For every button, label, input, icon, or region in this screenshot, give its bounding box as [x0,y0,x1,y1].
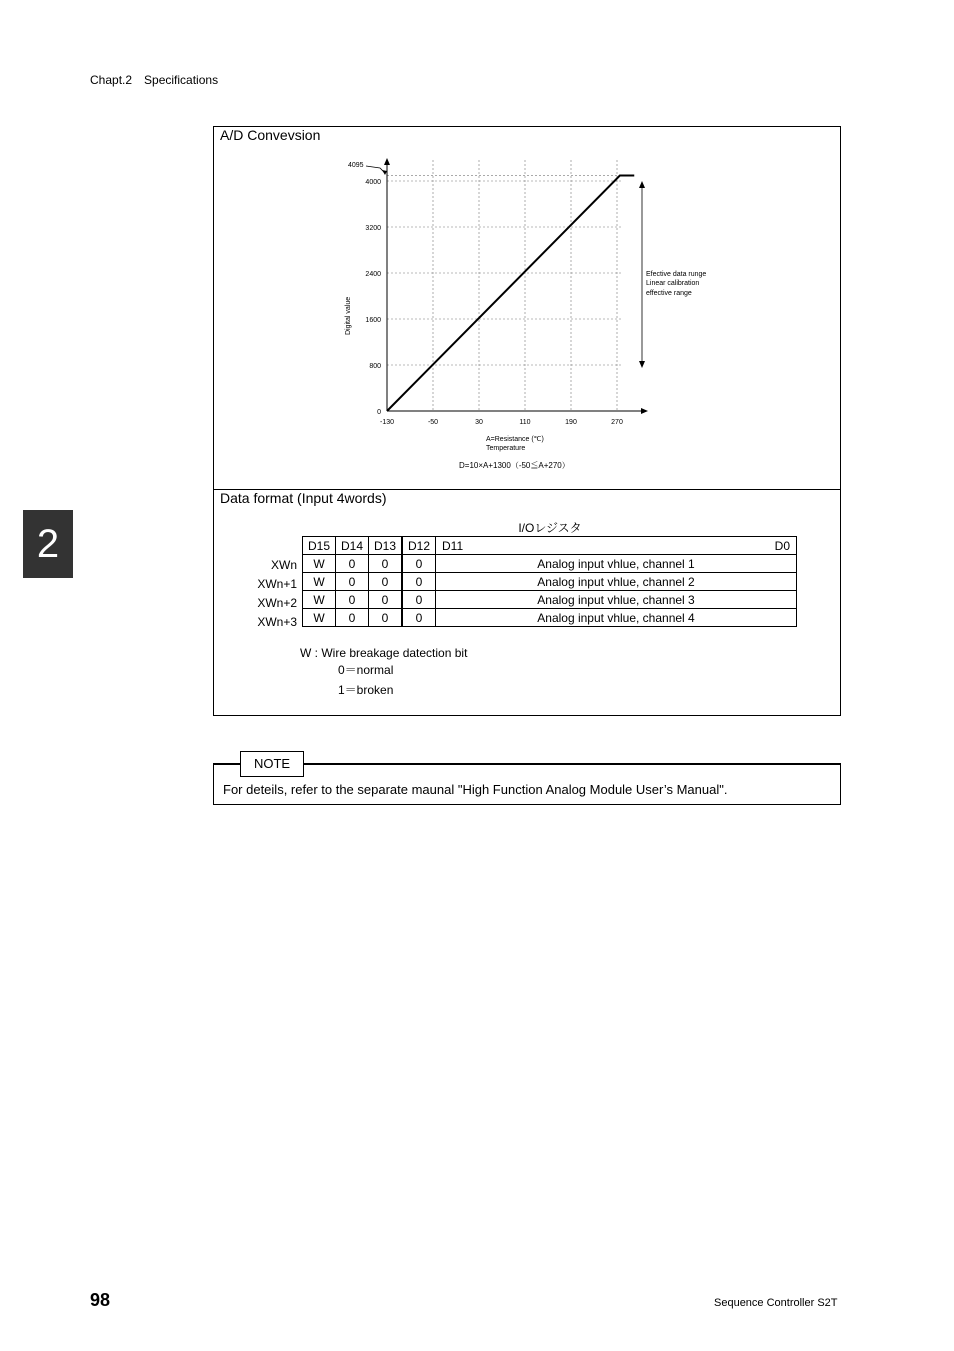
series-line [387,176,634,411]
data-format-table [302,536,797,627]
page-header: Chapt.2 Specifications [90,73,219,87]
cell: 0 [369,591,403,609]
y-tick-label: 4000 [365,179,381,186]
value-cell: Analog input vhlue, channel 2 [436,573,797,591]
x-tick-label: -130 [379,419,395,426]
register-label-1: XWn+1 [257,577,297,591]
y-max-label: 4095 [348,162,364,169]
cell: 0 [336,573,369,591]
x-axis-label-2: Temperature [486,445,526,452]
page-number: 98 [90,1290,111,1310]
table-row [303,555,797,573]
x-tick-label: 30 [475,419,483,426]
ad-conversion-chart [330,150,730,480]
bit-header-d15: D15 [303,537,336,555]
note-text: For deteils, refer to the separate maunal "High Function Analog Module User’s Manual". [223,782,728,797]
range-note-1: Efective data runge [646,271,707,278]
value-cell: Analog input vhlue, channel 1 [436,555,797,573]
cell: 0 [402,591,436,609]
legend-line-3: 1＝broken [338,683,394,697]
io-register-label: I/Oレジスタ [518,521,582,535]
y-tick-label: 800 [369,363,381,370]
y-max-pointer-head [382,170,387,175]
range-note-3: effective range [646,290,692,297]
y-tick-label: 3200 [365,225,381,232]
x-tick-label: 190 [565,419,577,426]
cell: 0 [336,555,369,573]
chart-axes [384,158,648,414]
table-row [303,609,797,627]
cell: 0 [402,609,436,627]
value-cell: Analog input vhlue, channel 3 [436,591,797,609]
cell: 0 [336,591,369,609]
y-tick-label: 1600 [365,317,381,324]
cell: W [303,591,336,609]
x-tick-label: -50 [427,419,439,426]
chart-formula: D=10×A+1300（-50≦A+270） [459,461,570,470]
register-label-0: XWn [270,558,297,572]
cell: 0 [336,609,369,627]
value-cell: Analog input vhlue, channel 4 [436,609,797,627]
footer-title: Sequence Controller S2T [714,1297,838,1309]
x-tick-label: 110 [519,419,531,426]
y-tick-label: 0 [377,409,381,416]
x-tick-labels [380,419,623,426]
y-max-pointer [366,166,385,173]
y-tick-labels [365,179,381,416]
bit-header-d13: D13 [369,537,403,555]
cell: W [303,555,336,573]
register-label-2: XWn+2 [257,596,297,610]
cell: 0 [369,609,403,627]
chapter-tab: 2 [23,510,73,578]
table-row [303,591,797,609]
bit-header-d14: D14 [336,537,369,555]
range-header [436,537,797,555]
legend-line-2: 0＝normal [338,663,394,677]
cell: W [303,573,336,591]
cell: W [303,609,336,627]
cell: 0 [369,555,403,573]
range-start: D11 [442,538,464,553]
table-row [303,573,797,591]
range-note-2: Linear calibration [646,280,700,287]
x-axis-label-1: A=Resistance (℃) [486,436,544,443]
table-header-row [303,537,797,555]
register-label-3: XWn+3 [257,615,297,629]
cell: 0 [402,555,436,573]
x-axis-arrow [641,408,648,414]
y-axis-label: Digital value [345,296,352,335]
bit-header-d12: D12 [402,537,436,555]
ad-section-title: A/D Convevsion [220,127,321,143]
y-tick-label: 2400 [365,271,381,278]
range-arrow-top [639,181,645,188]
y-axis-arrow [384,158,390,165]
range-arrow-bottom [639,361,645,368]
note-tag: NOTE [240,751,304,777]
data-format-title: Data format (Input 4words) [220,490,387,506]
range-end: D0 [774,538,790,553]
cell: 0 [369,573,403,591]
x-tick-label: 270 [611,419,623,426]
chart-grid [387,160,622,411]
legend-line-1: W : Wire breakage datection bit [300,646,468,660]
cell: 0 [402,573,436,591]
